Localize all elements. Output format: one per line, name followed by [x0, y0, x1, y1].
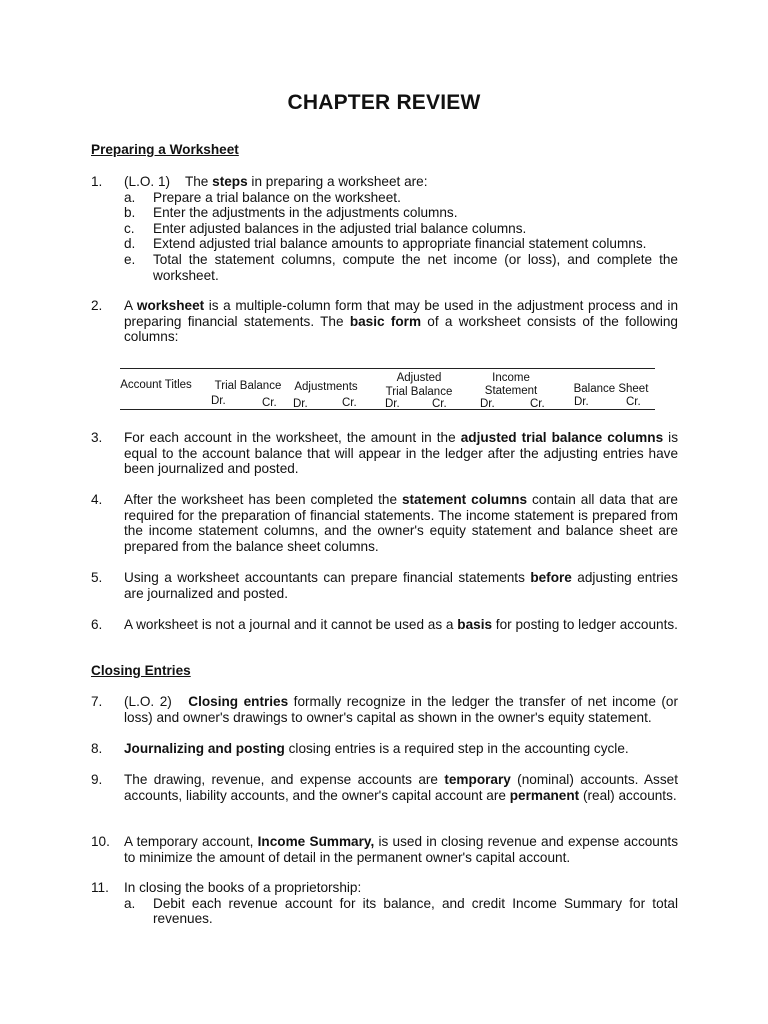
review-item-9: [91, 772, 678, 803]
divider: [120, 409, 655, 410]
col-dr-label: Dr.: [480, 398, 495, 410]
item-bold-term: Income Summary,: [257, 834, 375, 849]
col-income-l2: Statement: [484, 385, 538, 397]
review-item-6: [91, 617, 678, 633]
item-number: 10.: [91, 834, 110, 849]
sub-item-letter: c.: [124, 220, 135, 236]
item-number: 11.: [91, 880, 109, 895]
item-number: 5.: [91, 570, 103, 585]
item-text: is used in closing revenue and expense accounts to minimize the amount of detail in the permanent owner's capital account.: [124, 834, 679, 865]
item-number: 2.: [91, 298, 103, 313]
item-bold-term: Closing entries: [188, 694, 289, 709]
col-account-titles: Account Titles: [120, 379, 192, 391]
col-dr-label: Dr.: [385, 398, 400, 410]
review-item-8: [91, 741, 678, 757]
item-text: (L.O. 1) The: [124, 174, 213, 189]
item-bold-term: statement columns: [401, 492, 528, 507]
item-text: is a multiple-column form that may be used in the adjustment process and in preparing financial statements. The: [124, 298, 679, 329]
item-text: formally recognize in the ledger the transfer of net income (or loss) and owner's drawings to owner's capital as shown in the owner's equity statement.: [124, 694, 678, 725]
item-number: 9.: [91, 772, 103, 787]
item-text: adjusting entries are journalized and posted.: [124, 570, 678, 601]
sub-item-letter: a.: [124, 895, 136, 911]
item-bold-term: basis: [457, 617, 493, 632]
item-text: In closing the books of a proprietorship:: [124, 880, 362, 895]
col-balance-sheet: Balance Sheet: [573, 383, 649, 395]
review-item-5: [91, 570, 678, 601]
col-cr-label: Cr.: [626, 396, 641, 408]
item-text: in preparing a worksheet are:: [247, 174, 428, 189]
item-number: 7.: [91, 694, 103, 709]
item-text: is equal to the account balance that will appear in the ledger after the adjusting entries have been journalized and posted.: [124, 430, 678, 477]
sub-item-b: [124, 205, 678, 221]
sub-item-text: Prepare a trial balance on the worksheet.: [153, 189, 401, 205]
col-adjusted-l2: Trial Balance: [385, 386, 453, 398]
item-bold-term: temporary: [444, 772, 511, 787]
item-number: 1.: [91, 174, 103, 189]
item-text: of a worksheet consists of the following columns:: [124, 313, 678, 345]
worksheet-columns-diagram: [120, 368, 655, 412]
item-number: 3.: [91, 430, 103, 445]
sub-item-letter: d.: [124, 236, 136, 252]
review-item-3: [91, 430, 678, 477]
section-heading-closing: Closing Entries: [91, 663, 191, 678]
divider: [120, 368, 655, 369]
item-bold-term: worksheet: [136, 298, 205, 313]
col-cr-label: Cr.: [432, 398, 447, 410]
item-text: (nominal) accounts. Asset accounts, liability accounts, and the owner's capital account are: [124, 772, 678, 803]
item-number: 8.: [91, 741, 103, 756]
item-text: contain all data that are required for the preparation of financial statements. The income statement is prepared from the income statement columns, and the owner's equity statement and balance sheet are prepared from the balance sheet columns.: [124, 492, 678, 554]
col-income-l1: Income: [492, 372, 530, 384]
review-item-11: [91, 880, 678, 927]
sub-item-e: [124, 252, 678, 283]
item-bold-term: adjusted trial balance columns: [460, 430, 664, 445]
page-title: CHAPTER REVIEW: [287, 91, 481, 114]
item-text: A worksheet is not a journal and it cannot be used as a: [124, 617, 458, 632]
item-bold-term: before: [530, 570, 572, 585]
item-text: for posting to ledger accounts.: [492, 617, 678, 632]
sub-item-letter: b.: [124, 205, 136, 221]
sub-item-text: Extend adjusted trial balance amounts to appropriate financial statement columns.: [153, 236, 647, 252]
sub-item-d: [124, 236, 678, 252]
col-cr-label: Cr.: [262, 397, 277, 409]
sub-item-a: [124, 896, 678, 927]
sub-item-a: [124, 190, 678, 206]
item-number: 4.: [91, 492, 103, 507]
sub-item-c: [124, 221, 678, 237]
item-text: After the worksheet has been completed the: [124, 492, 402, 507]
review-item-2: [91, 298, 678, 345]
sub-item-text: Enter the adjustments in the adjustments columns.: [153, 205, 458, 221]
item-text: closing entries is a required step in the accounting cycle.: [284, 741, 629, 756]
col-adjustments: Adjustments: [294, 381, 358, 393]
item-bold-term: permanent: [509, 787, 580, 803]
item-text: Using a worksheet accountants can prepare financial statements: [124, 570, 531, 585]
item-bold-term: basic form: [349, 313, 422, 329]
item-number: 6.: [91, 617, 103, 632]
col-cr-label: Cr.: [530, 398, 545, 410]
col-dr-label: Dr.: [211, 395, 226, 407]
item-text: The drawing, revenue, and expense accounts are: [124, 772, 445, 787]
col-cr-label: Cr.: [342, 397, 357, 409]
col-dr-label: Dr.: [574, 396, 589, 408]
item-text: For each account in the worksheet, the amount in the: [124, 430, 461, 445]
review-item-7: [91, 694, 678, 725]
item-bold-term: steps: [212, 174, 248, 189]
item-text: (real) accounts.: [579, 787, 677, 803]
item-text: A: [124, 298, 137, 313]
col-trial-balance: Trial Balance: [214, 380, 282, 392]
sub-item-letter: a.: [124, 189, 136, 205]
item-text: (L.O. 2): [124, 694, 189, 709]
review-item-10: [91, 834, 678, 865]
item-bold-term: Journalizing and posting: [124, 741, 285, 756]
item-text: A temporary account,: [124, 834, 258, 849]
col-adjusted-l1: Adjusted: [396, 372, 442, 384]
sub-item-letter: e.: [124, 251, 136, 267]
sub-item-text: Enter adjusted balances in the adjusted trial balance columns.: [153, 220, 527, 236]
col-dr-label: Dr.: [293, 398, 308, 410]
section-heading-worksheet: Preparing a Worksheet: [91, 142, 239, 157]
review-item-1: [91, 174, 678, 283]
sub-item-text: Debit each revenue account for its balance, and credit Income Summary for total revenues.: [153, 895, 678, 927]
review-item-4: [91, 492, 678, 554]
sub-item-text: Total the statement columns, compute the net income (or loss), and complete the worksheet.: [153, 251, 678, 283]
